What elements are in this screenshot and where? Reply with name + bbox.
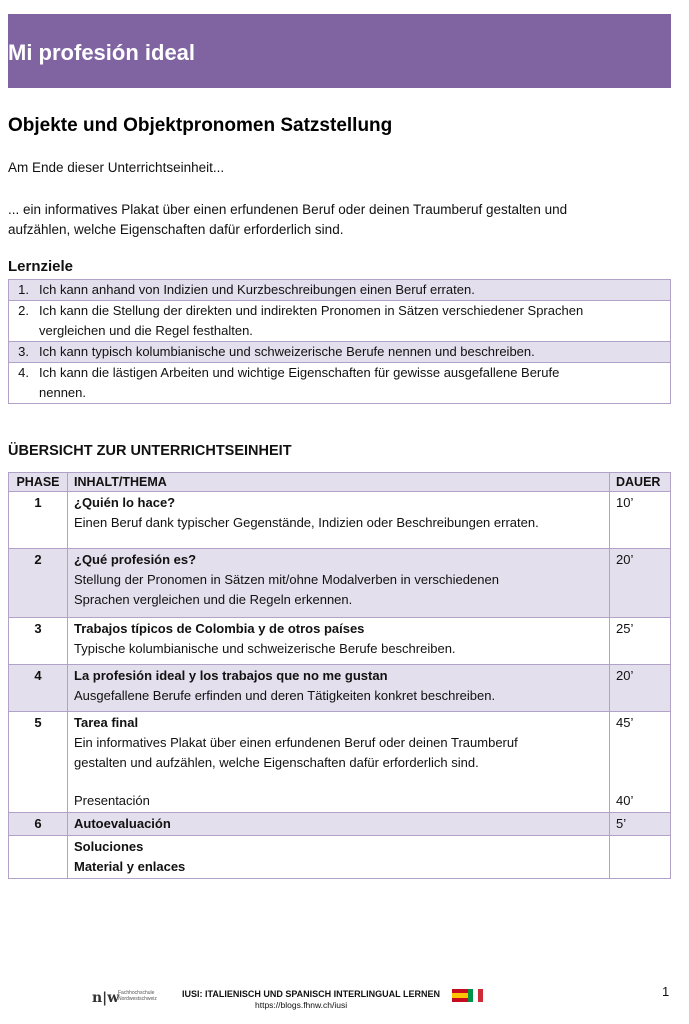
lernziel-number: 4. bbox=[9, 363, 40, 404]
phase-content: Trabajos típicos de Colombia y de otros países Typische kolumbianische und schweizerische Berufe beschreiben. bbox=[68, 618, 610, 665]
lernziel-number: 2. bbox=[9, 301, 40, 342]
overview-header-row bbox=[9, 473, 671, 492]
phase-content: ¿Quién lo hace? Einen Beruf dank typischer Gegenstände, Indizien oder Beschreibungen erraten. bbox=[68, 492, 610, 549]
phase-duration bbox=[610, 836, 671, 879]
phase-duration: 20’ bbox=[610, 549, 671, 618]
goal-line: aufzählen, welche Eigenschaften dafür erforderlich sind. bbox=[8, 222, 344, 237]
phase-title: ¿Qué profesión es? bbox=[74, 552, 197, 567]
overview-row bbox=[9, 813, 671, 836]
phase-title: Autoevaluación bbox=[74, 816, 171, 831]
intro-text: Am Ende dieser Unterrichtseinheit... bbox=[8, 160, 225, 175]
phase-title: Tarea final bbox=[74, 715, 139, 730]
phase-content bbox=[68, 836, 610, 879]
lernziel-text: Ich kann die lästigen Arbeiten und wichtige Eigenschaften für gewisse ausgefallene Berufe nennen. bbox=[39, 363, 671, 404]
phase-title: La profesión ideal y los trabajos que no me gustan bbox=[74, 668, 388, 683]
phase-title: ¿Quién lo hace? bbox=[74, 495, 176, 510]
column-header-phase: PHASE bbox=[9, 473, 68, 492]
page-title: Mi profesión ideal bbox=[8, 40, 196, 65]
phase-number: 5 bbox=[9, 712, 68, 813]
overview-row bbox=[9, 836, 671, 879]
page-footer bbox=[0, 982, 689, 1012]
lernziel-row bbox=[9, 363, 671, 404]
goal-line: ... ein informatives Plakat über einen erfundenen Beruf oder deinen Traumberuf gestalten und bbox=[8, 202, 568, 217]
overview-heading: ÜBERSICHT ZUR UNTERRICHTSEINHEIT bbox=[8, 443, 292, 459]
lernziel-row bbox=[9, 301, 671, 342]
fhnw-logo-subtext: Fachhochschule Nordwestschweiz bbox=[118, 990, 157, 1002]
overview-row bbox=[9, 618, 671, 665]
lernziel-row bbox=[9, 280, 671, 301]
lernziel-number: 3. bbox=[9, 342, 40, 363]
phase-extra: Presentación bbox=[74, 793, 150, 808]
project-url[interactable]: https://blogs.fhnw.ch/iusi bbox=[255, 1000, 348, 1010]
lernziele-table bbox=[8, 279, 671, 404]
phase-number: 2 bbox=[9, 549, 68, 618]
phase-content: ¿Qué profesión es? Stellung der Pronomen in Sätzen mit/ohne Modalverben in verschiedenen Sprachen vergleichen und die Regeln erkennen. bbox=[68, 549, 610, 618]
overview-table bbox=[8, 472, 671, 879]
phase-number: 6 bbox=[9, 813, 68, 836]
phase-duration: 20’ bbox=[610, 665, 671, 712]
page-number: 1 bbox=[662, 984, 670, 999]
goal-paragraph bbox=[8, 200, 648, 240]
lernziel-number: 1. bbox=[9, 280, 40, 301]
phase-title: Trabajos típicos de Colombia y de otros países bbox=[74, 621, 365, 636]
phase-duration-extra: 40’ bbox=[616, 793, 634, 808]
phase-title: Soluciones bbox=[74, 839, 144, 854]
overview-row bbox=[9, 492, 671, 549]
phase-number: 4 bbox=[9, 665, 68, 712]
phase-duration: 10’ bbox=[610, 492, 671, 549]
lernziel-text: Ich kann typisch kolumbianische und schweizerische Berufe nennen und beschreiben. bbox=[39, 342, 671, 363]
lernziel-row bbox=[9, 342, 671, 363]
phase-content: Tarea final Ein informatives Plakat über einen erfundenen Beruf oder deinen Traumberuf gestalten und aufzählen, welche Eigenschaften dafür erforderlich sind. Presentación bbox=[68, 712, 610, 813]
phase-number: 1 bbox=[9, 492, 68, 549]
overview-row bbox=[9, 549, 671, 618]
lernziel-text: Ich kann die Stellung der direkten und indirekten Pronomen in Sätzen verschiedener Sprachen vergleichen und die Regel festhalten. bbox=[39, 301, 671, 342]
overview-row bbox=[9, 712, 671, 813]
column-header-dauer: DAUER bbox=[610, 473, 671, 492]
flags-icon bbox=[452, 986, 484, 1004]
phase-content bbox=[68, 813, 610, 836]
lernziele-heading: Lernziele bbox=[8, 258, 74, 275]
overview-row bbox=[9, 665, 671, 712]
phase-number: 3 bbox=[9, 618, 68, 665]
phase-title: Material y enlaces bbox=[74, 859, 186, 874]
fhnw-logo: n|w bbox=[92, 990, 120, 1006]
phase-number bbox=[9, 836, 68, 879]
column-header-inhalt: INHALT/THEMA bbox=[68, 473, 610, 492]
document-heading: Objekte und Objektpronomen Satzstellung bbox=[8, 115, 393, 136]
phase-duration: 5’ bbox=[610, 813, 671, 836]
phase-duration: 25’ bbox=[610, 618, 671, 665]
project-name: IUSI: ITALIENISCH UND SPANISCH INTERLINGUAL LERNEN bbox=[182, 989, 441, 999]
lernziel-text: Ich kann anhand von Indizien und Kurzbeschreibungen einen Beruf erraten. bbox=[39, 280, 671, 301]
phase-duration: 45’ 40’ bbox=[610, 712, 671, 813]
phase-content: La profesión ideal y los trabajos que no me gustan Ausgefallene Berufe erfinden und deren Tätigkeiten konkret beschreiben. bbox=[68, 665, 610, 712]
